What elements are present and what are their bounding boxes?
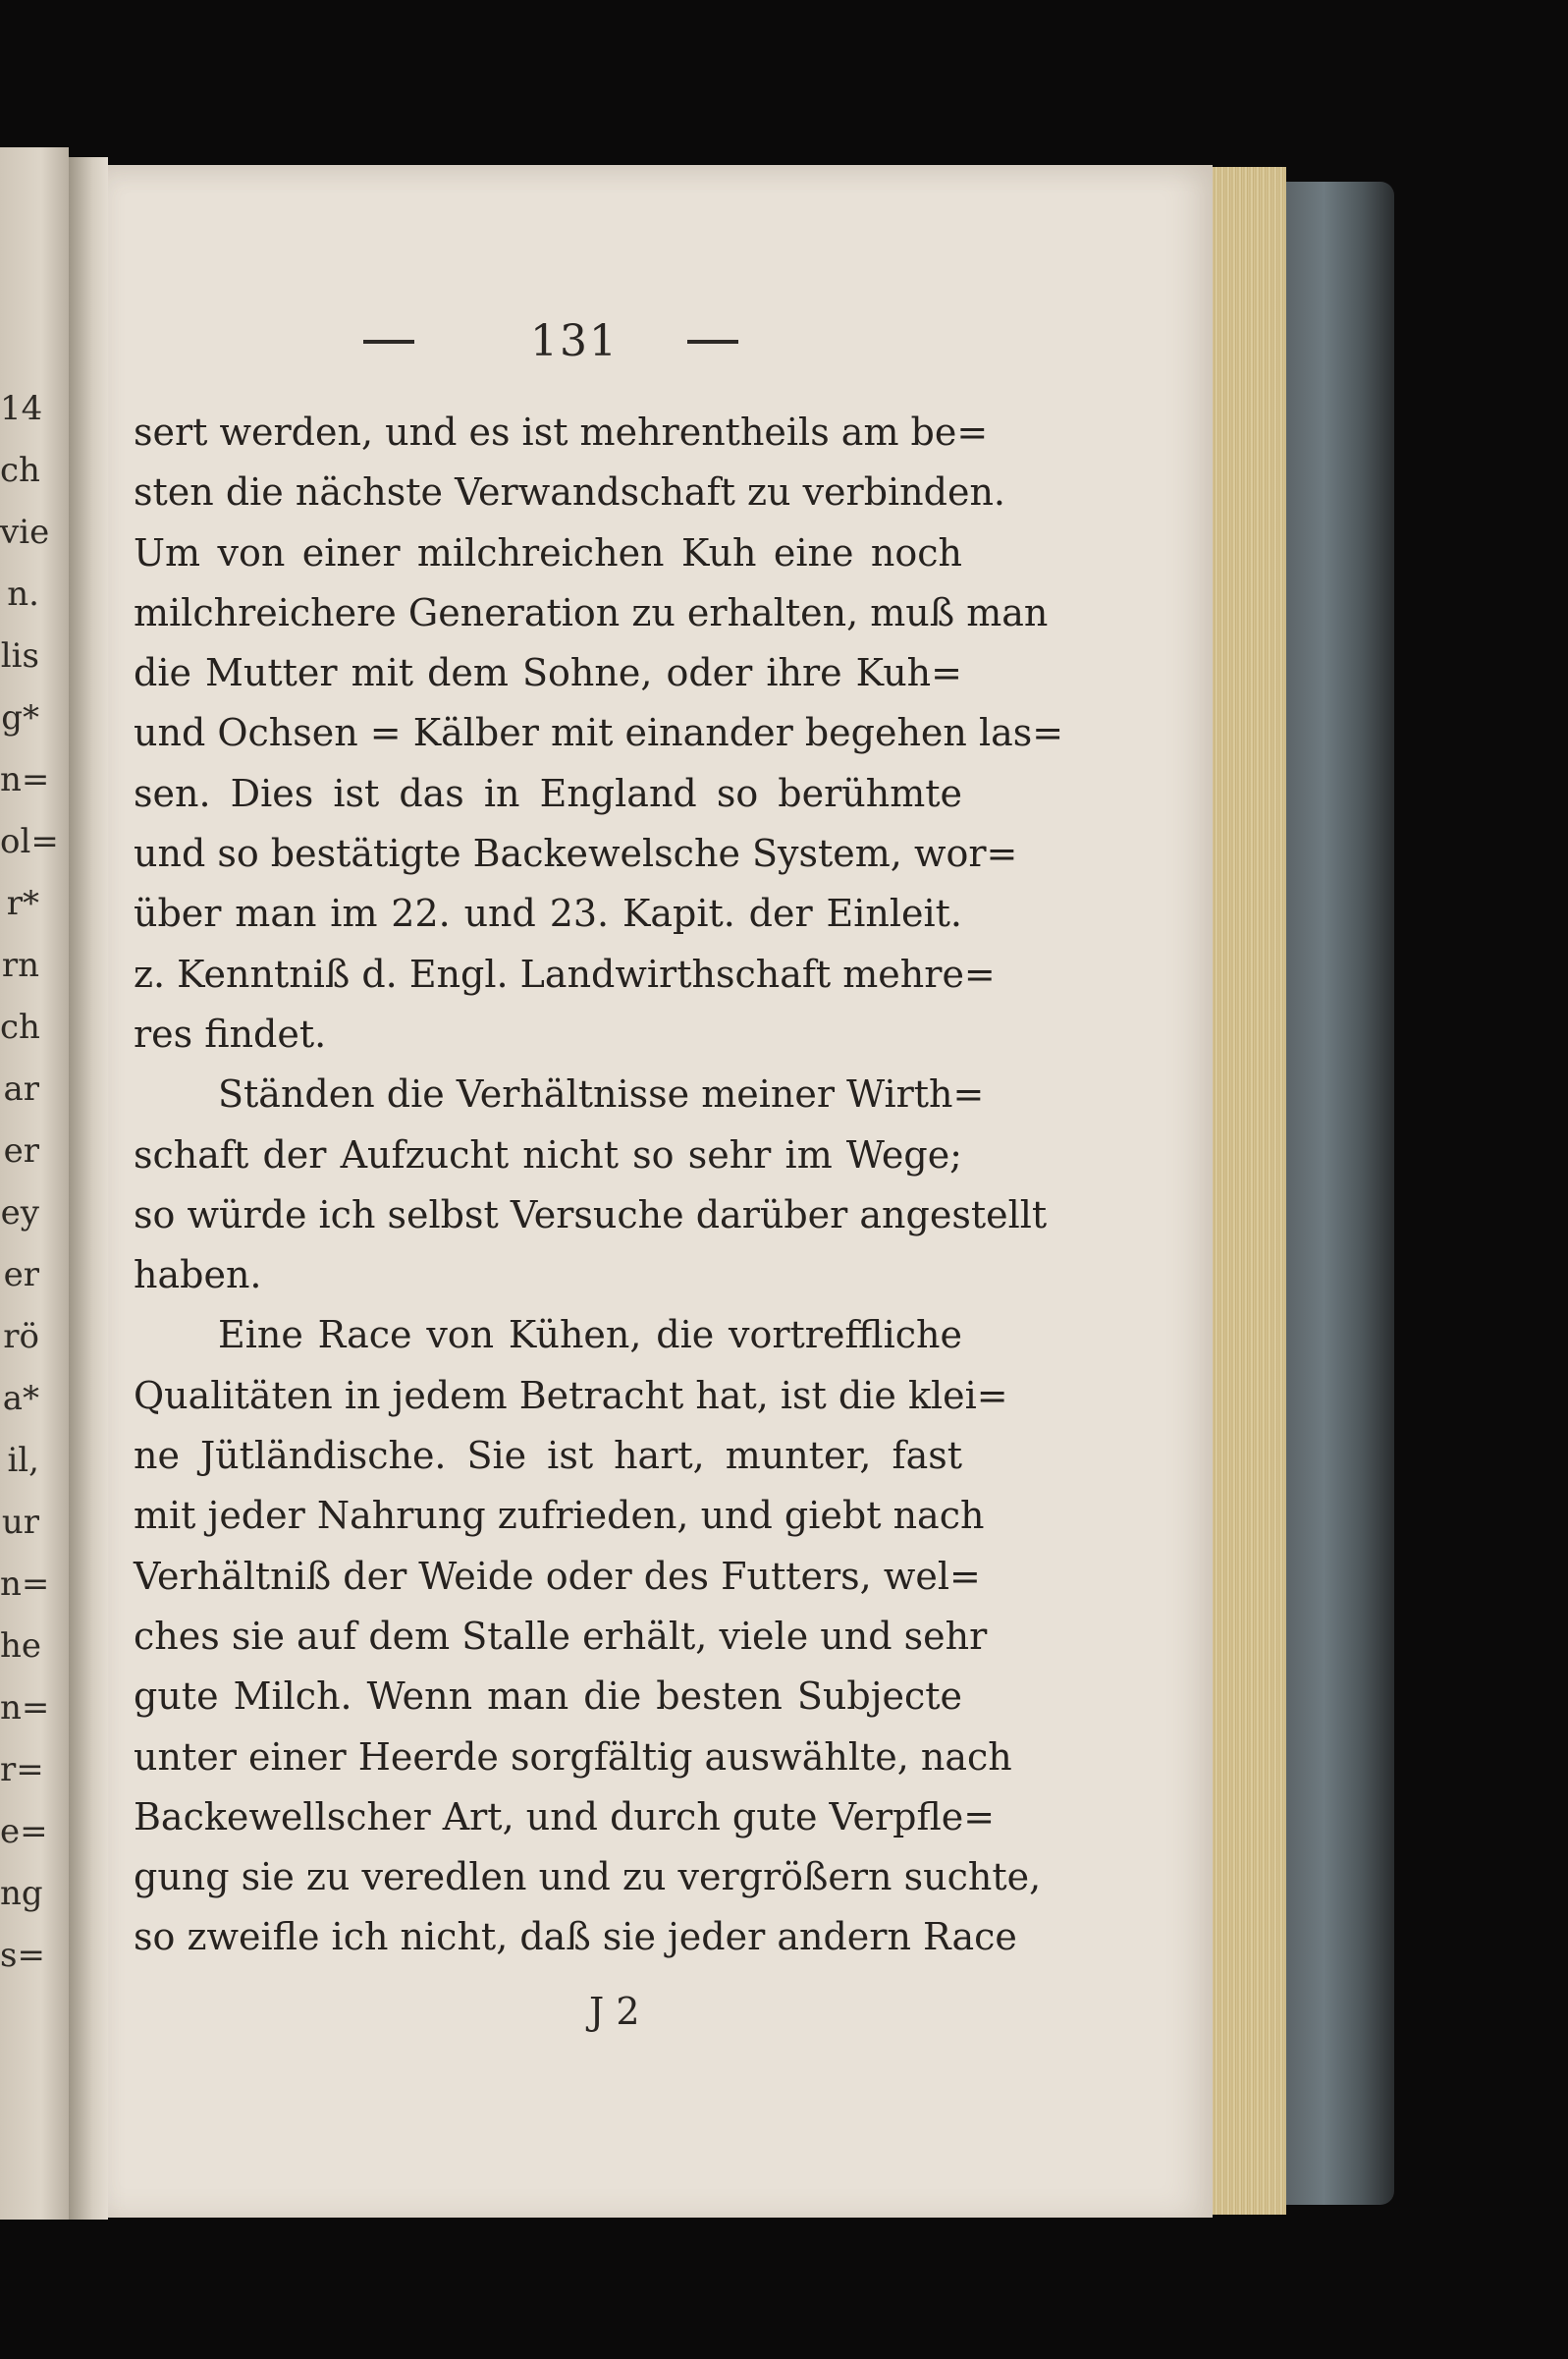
text-line: Um von einer milchreichen Kuh eine noch bbox=[134, 530, 962, 575]
text-line: ches sie auf dem Stalle erhält, viele und sehr bbox=[134, 1614, 988, 1658]
text-line: und so bestätigte Backewelsche System, wor= bbox=[134, 832, 1018, 876]
left-fragment: e= bbox=[0, 1812, 48, 1851]
text-line: so würde ich selbst Versuche darüber angestellt bbox=[134, 1192, 1048, 1236]
header-dash-left bbox=[363, 340, 414, 344]
left-fragment: ch bbox=[0, 1008, 40, 1047]
page-edges bbox=[1213, 167, 1286, 2215]
left-fragment: n. bbox=[7, 575, 39, 614]
left-fragment: er bbox=[3, 1131, 39, 1171]
left-fragment: er bbox=[3, 1255, 39, 1294]
page-header bbox=[108, 312, 1213, 371]
text-line: Verhältniß der Weide oder des Futters, wel= bbox=[134, 1554, 981, 1598]
text-line: Qualitäten in jedem Betracht hat, ist die klei= bbox=[134, 1373, 1008, 1417]
left-fragment: vie bbox=[0, 513, 50, 552]
left-fragment: g* bbox=[1, 698, 39, 738]
left-fragment: rn bbox=[1, 946, 39, 985]
left-fragment: 14 bbox=[0, 389, 43, 428]
text-line: und Ochsen = Kälber mit einander begehen las= bbox=[134, 711, 1064, 755]
left-fragment: s= bbox=[0, 1936, 45, 1975]
text-line: gung sie zu veredlen und zu vergrößern suchte, bbox=[134, 1855, 1042, 1899]
text-line: die Mutter mit dem Sohne, oder ihre Kuh= bbox=[134, 651, 962, 695]
text-line: Ständen die Verhältnisse meiner Wirth= bbox=[218, 1072, 985, 1117]
text-line: unter einer Heerde sorgfältig auswählte, nach bbox=[134, 1734, 1012, 1779]
text-line: haben. bbox=[134, 1253, 262, 1297]
text-line: schaft der Aufzucht nicht so sehr im Wege; bbox=[134, 1132, 962, 1177]
text-line: so zweifle ich nicht, daß sie jeder andern Race bbox=[134, 1915, 1017, 1959]
text-line: ne Jütländische. Sie ist hart, munter, fast bbox=[134, 1434, 962, 1478]
left-fragment: ar bbox=[3, 1070, 39, 1109]
text-line: sert werden, und es ist mehrentheils am be= bbox=[134, 411, 989, 454]
left-fragment: r* bbox=[6, 884, 39, 923]
left-fragment: n= bbox=[0, 1688, 50, 1728]
left-fragment: a* bbox=[2, 1379, 39, 1418]
left-fragment: rö bbox=[3, 1317, 39, 1356]
left-fragment: r= bbox=[0, 1750, 44, 1789]
signature-mark: J 2 bbox=[589, 1990, 640, 2033]
text-line: milchreichere Generation zu erhalten, muß man bbox=[134, 590, 1049, 634]
header-dash-right bbox=[687, 340, 738, 344]
text-line: z. Kenntniß d. Engl. Landwirthschaft mehre= bbox=[134, 952, 996, 996]
text-line: Backewellscher Art, und durch gute Verpfle= bbox=[134, 1794, 996, 1838]
page-number: 131 bbox=[530, 316, 619, 366]
left-page-text-fragments bbox=[0, 378, 59, 1987]
text-line: über man im 22. und 23. Kapit. der Einleit. bbox=[134, 892, 962, 936]
text-line: Eine Race von Kühen, die vortreffliche bbox=[218, 1313, 962, 1357]
left-fragment: n= bbox=[0, 760, 50, 799]
book-cover bbox=[1286, 182, 1394, 2205]
text-line: sten die nächste Verwandschaft zu verbinden. bbox=[134, 470, 1006, 515]
text-line: sen. Dies ist das in England so berühmte bbox=[134, 771, 962, 815]
text-line: gute Milch. Wenn man die besten Subjecte bbox=[134, 1674, 962, 1719]
text-line: res findet. bbox=[134, 1012, 327, 1056]
body-text bbox=[134, 403, 1064, 1968]
left-fragment: il, bbox=[7, 1441, 39, 1480]
text-line: mit jeder Nahrung zufrieden, und giebt nach bbox=[134, 1494, 985, 1538]
left-fragment: lis bbox=[0, 636, 39, 676]
left-fragment: n= bbox=[0, 1564, 50, 1604]
left-fragment: ey bbox=[0, 1193, 39, 1233]
book-gutter bbox=[69, 157, 108, 2220]
left-fragment: ol= bbox=[0, 822, 59, 861]
left-fragment: ur bbox=[1, 1503, 39, 1542]
left-fragment: ch bbox=[0, 451, 40, 490]
left-fragment: he bbox=[0, 1626, 42, 1666]
left-fragment: ng bbox=[0, 1874, 43, 1913]
